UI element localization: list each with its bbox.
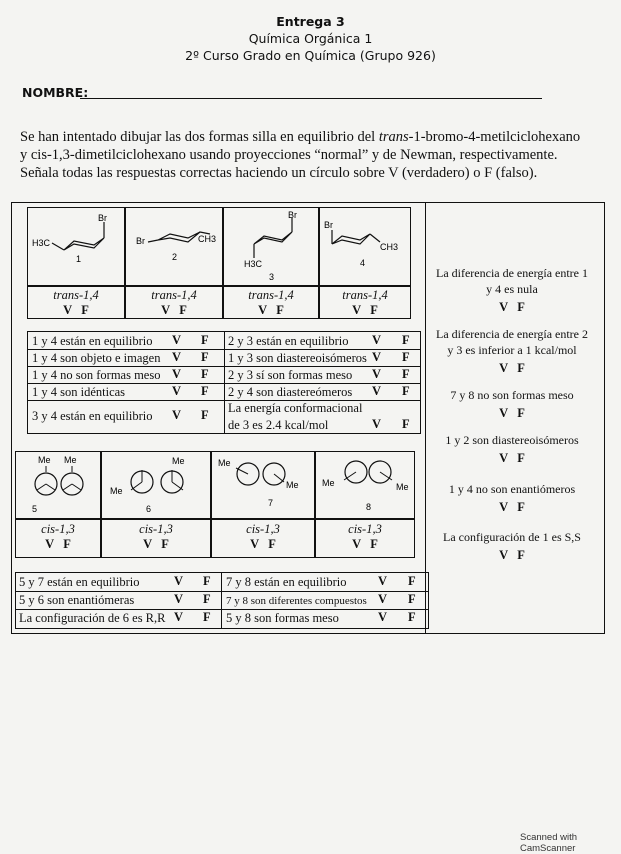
vf-choice[interactable]: V F [499, 361, 525, 375]
stmt-a-right-4: 2 y 4 son diastereómeros [228, 385, 353, 399]
right-q-2: La diferencia de energía entre 2 y 3 es inferior a 1 kcal/mol V F [432, 326, 592, 376]
course-name: Química Orgánica 1 [248, 31, 373, 46]
f-choice[interactable]: F [201, 350, 209, 364]
f-choice[interactable]: F [402, 417, 410, 431]
f-choice[interactable]: F [402, 367, 410, 381]
vf-choice[interactable]: V F [161, 303, 187, 317]
v-choice[interactable]: V [372, 350, 382, 364]
structure-number: 4 [360, 258, 366, 268]
br-label: Br [98, 213, 107, 223]
stmt-a-left-2: 1 y 4 son objeto e imagen [32, 351, 161, 365]
stmt-b-right-2: 7 y 8 son diferentes compuestos [226, 595, 367, 607]
v-choice[interactable]: V [172, 384, 182, 398]
br-label: Br [136, 236, 145, 246]
f-choice[interactable]: F [203, 592, 211, 606]
right-q-4: 1 y 2 son diastereoisómeros V F [432, 432, 592, 466]
f-choice[interactable]: F [201, 384, 209, 398]
me-label: Me [286, 480, 299, 490]
stmt-a-left-5: 3 y 4 están en equilibrio [32, 409, 153, 423]
v-choice[interactable]: V [172, 408, 182, 422]
vf-choice[interactable]: V F [499, 406, 525, 420]
isomer-label: trans-1,4 [342, 288, 388, 302]
chair-cell-1 [27, 207, 125, 286]
isomer-label: cis-1,3 [348, 522, 382, 536]
structure-number: 6 [146, 504, 152, 514]
structure-number: 3 [269, 272, 275, 282]
isomer-label: cis-1,3 [41, 522, 75, 536]
chair-label-cell-4 [319, 286, 411, 319]
chair-drawing-4 [320, 208, 410, 285]
structure-number: 2 [172, 252, 178, 262]
h3c-label: H3C [32, 238, 51, 248]
v-choice[interactable]: V [372, 333, 382, 347]
vf-choice[interactable]: V F [258, 303, 284, 317]
scanner-watermark: Scanned with CamScanner [520, 832, 578, 854]
me-label: Me [218, 458, 231, 468]
me-label: Me [396, 482, 409, 492]
isomer-label: trans-1,4 [53, 288, 99, 302]
newman-cell-5 [15, 451, 101, 519]
stmt-a-left-1: 1 y 4 están en equilibrio [32, 334, 153, 348]
v-choice[interactable]: V [378, 610, 388, 624]
isomer-label: trans-1,4 [248, 288, 294, 302]
doc-title: Entrega 3 [276, 14, 345, 29]
right-q-6: La configuración de 1 es S,S V F [432, 529, 592, 563]
v-choice[interactable]: V [172, 333, 182, 347]
me-label: Me [172, 456, 185, 466]
statements-block-b [15, 572, 429, 629]
stmt-b-right-1: 7 y 8 están en equilibrio [226, 575, 347, 589]
chair-drawing-3 [224, 208, 318, 285]
v-choice[interactable]: V [174, 610, 184, 624]
structure-number: 8 [366, 502, 372, 512]
name-label: NOMBRE: [22, 85, 89, 100]
vf-choice[interactable]: V F [499, 548, 525, 562]
right-q-3: 7 y 8 no son formas meso V F [432, 387, 592, 421]
newman-cell-6 [101, 451, 211, 519]
vf-choice[interactable]: V F [499, 500, 525, 514]
f-choice[interactable]: F [402, 384, 410, 398]
newman-drawing-6 [102, 452, 210, 518]
right-q-5: 1 y 4 no son enantiómeros V F [432, 481, 592, 515]
vf-choice[interactable]: V F [63, 303, 89, 317]
v-choice[interactable]: V [172, 367, 182, 381]
isomer-label: cis-1,3 [246, 522, 280, 536]
f-choice[interactable]: F [402, 333, 410, 347]
newman-drawing-7 [212, 452, 314, 518]
statements-block-a [27, 331, 421, 434]
newman-label-cell-7 [211, 519, 315, 558]
br-label: Br [324, 220, 333, 230]
stmt-a-left-3: 1 y 4 no son formas meso [32, 368, 161, 382]
v-choice[interactable]: V [372, 417, 382, 431]
stmt-b-right-3: 5 y 8 son formas meso [226, 611, 339, 625]
me-label: Me [110, 486, 123, 496]
stmt-b-left-2: 5 y 6 son enantiómeras [19, 593, 135, 607]
vf-choice[interactable]: V F [499, 300, 525, 314]
chair-drawing-2 [126, 208, 222, 285]
column-divider [425, 202, 426, 634]
instructions: Se han intentado dibujar las dos formas silla en equilibrio del trans-1-bromo-4-metilciclohexano y cis-1,3-dimetilciclohexano usando proyecciones “normal” y de Newman, respectivamente. Señala todas las respuestas correctas haciendo un círculo sobre V (verdadero) o F (falso). [20, 129, 581, 181]
f-choice[interactable]: F [203, 574, 211, 588]
newman-label-cell-5 [15, 519, 101, 558]
newman-drawing-8 [316, 452, 414, 518]
chair-cell-3 [223, 207, 319, 286]
newman-drawing-5 [16, 452, 100, 518]
vf-choice[interactable]: V F [352, 303, 378, 317]
v-choice[interactable]: V [372, 367, 382, 381]
structure-number: 1 [76, 254, 82, 264]
stmt-a-right-3: 2 y 3 sí son formas meso [228, 368, 353, 382]
degree-line: 2º Curso Grado en Química (Grupo 926) [185, 48, 436, 63]
me-label: Me [322, 478, 335, 488]
newman-label-cell-6 [101, 519, 211, 558]
f-choice[interactable]: F [402, 350, 410, 364]
v-choice[interactable]: V [172, 350, 182, 364]
chair-grid [27, 207, 411, 319]
f-choice[interactable]: F [201, 408, 209, 422]
chair-label-cell-2 [125, 286, 223, 319]
chair-cell-4 [319, 207, 411, 286]
vf-choice[interactable]: V F [45, 537, 71, 551]
stmt-a-left-4: 1 y 4 son idénticas [32, 385, 126, 399]
v-choice[interactable]: V [174, 592, 184, 606]
f-choice[interactable]: F [201, 333, 209, 347]
vf-choice[interactable]: V F [143, 537, 169, 551]
br-label: Br [288, 210, 297, 220]
isomer-label: trans-1,4 [151, 288, 197, 302]
chair-drawing-1 [28, 208, 124, 285]
isomer-label: cis-1,3 [139, 522, 173, 536]
ch3-label: CH3 [198, 234, 217, 244]
ch3-label: CH3 [380, 242, 399, 252]
chair-cell-2 [125, 207, 223, 286]
stmt-b-left-1: 5 y 7 están en equilibrio [19, 575, 140, 589]
structure-number: 7 [268, 498, 274, 508]
v-choice[interactable]: V [174, 574, 184, 588]
v-choice[interactable]: V [378, 574, 388, 588]
me-label: Me [38, 455, 51, 465]
f-choice[interactable]: F [408, 574, 416, 588]
f-choice[interactable]: F [408, 592, 416, 606]
chair-label-cell-3 [223, 286, 319, 319]
me-label: Me [64, 455, 77, 465]
h3c-label: H3C [244, 259, 263, 269]
structure-number: 5 [32, 504, 38, 514]
right-q-1: La diferencia de energía entre 1 y 4 es nula V F [432, 265, 592, 315]
v-choice[interactable]: V [378, 592, 388, 606]
v-choice[interactable]: V [372, 384, 382, 398]
stmt-b-left-3: La configuración de 6 es R,R [19, 611, 166, 625]
newman-label-cell-8 [315, 519, 415, 558]
vf-choice[interactable]: V F [499, 451, 525, 465]
f-choice[interactable]: F [408, 610, 416, 624]
chair-label-cell-1 [27, 286, 125, 319]
stmt-a-right-5: La energía conformacional de 3 es 2.4 kcal/mol [228, 401, 363, 432]
f-choice[interactable]: F [201, 367, 209, 381]
newman-cell-7 [211, 451, 315, 519]
vf-choice[interactable]: V F [250, 537, 276, 551]
newman-cell-8 [315, 451, 415, 519]
name-field[interactable] [80, 98, 542, 99]
f-choice[interactable]: F [203, 610, 211, 624]
vf-choice[interactable]: V F [352, 537, 378, 551]
stmt-a-right-2: 1 y 3 son diastereoisómeros [228, 351, 367, 365]
stmt-a-right-1: 2 y 3 están en equilibrio [228, 334, 349, 348]
newman-grid [15, 451, 415, 558]
